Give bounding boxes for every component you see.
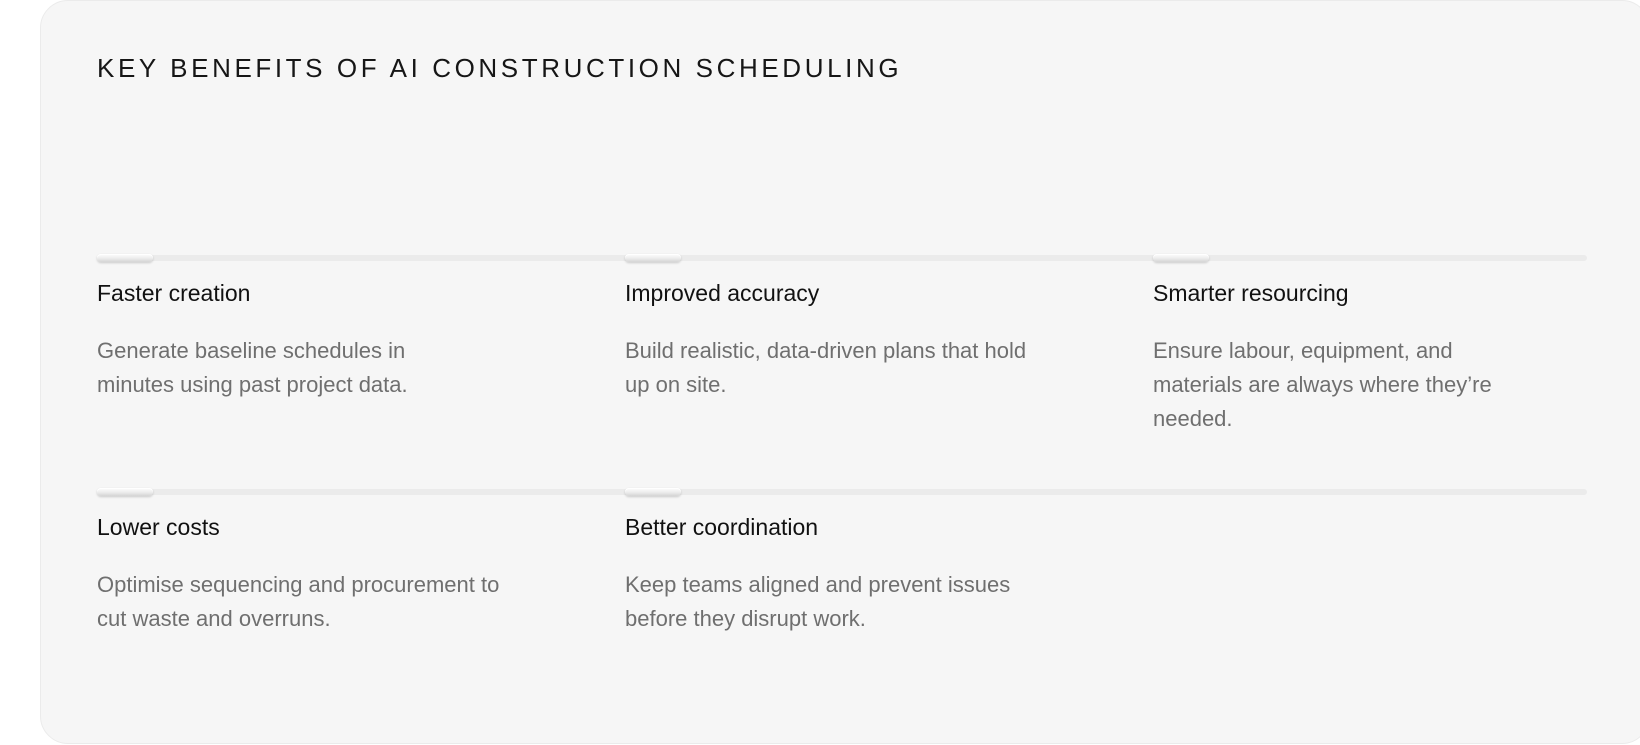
benefit-description: Generate baseline schedules in minutes using past project data. [97,338,408,397]
benefit-title: Smarter resourcing [1153,280,1349,306]
benefit-description: Optimise sequencing and procurement to cut waste and overruns. [97,572,500,631]
benefit-title: Lower costs [97,514,220,540]
benefit-description: Keep teams aligned and prevent issues before they disrupt work. [625,572,1011,631]
benefit-indicator [625,254,681,262]
benefits-row-track [97,489,1587,495]
benefit-indicator [97,488,153,496]
benefits-card [40,0,1640,744]
benefit-indicator [625,488,681,496]
benefit-title: Faster creation [97,280,251,306]
benefits-row-track [97,255,1587,261]
section-heading: KEY BENEFITS OF AI CONSTRUCTION SCHEDULING [97,53,903,83]
benefit-indicator [1153,254,1209,262]
benefit-title: Improved accuracy [625,280,820,306]
benefit-indicator [97,254,153,262]
benefit-description: Ensure labour, equipment, and materials are always where they’re needed. [1153,338,1492,431]
benefit-title: Better coordination [625,514,819,540]
benefit-description: Build realistic, data-driven plans that hold up on site. [625,338,1027,397]
